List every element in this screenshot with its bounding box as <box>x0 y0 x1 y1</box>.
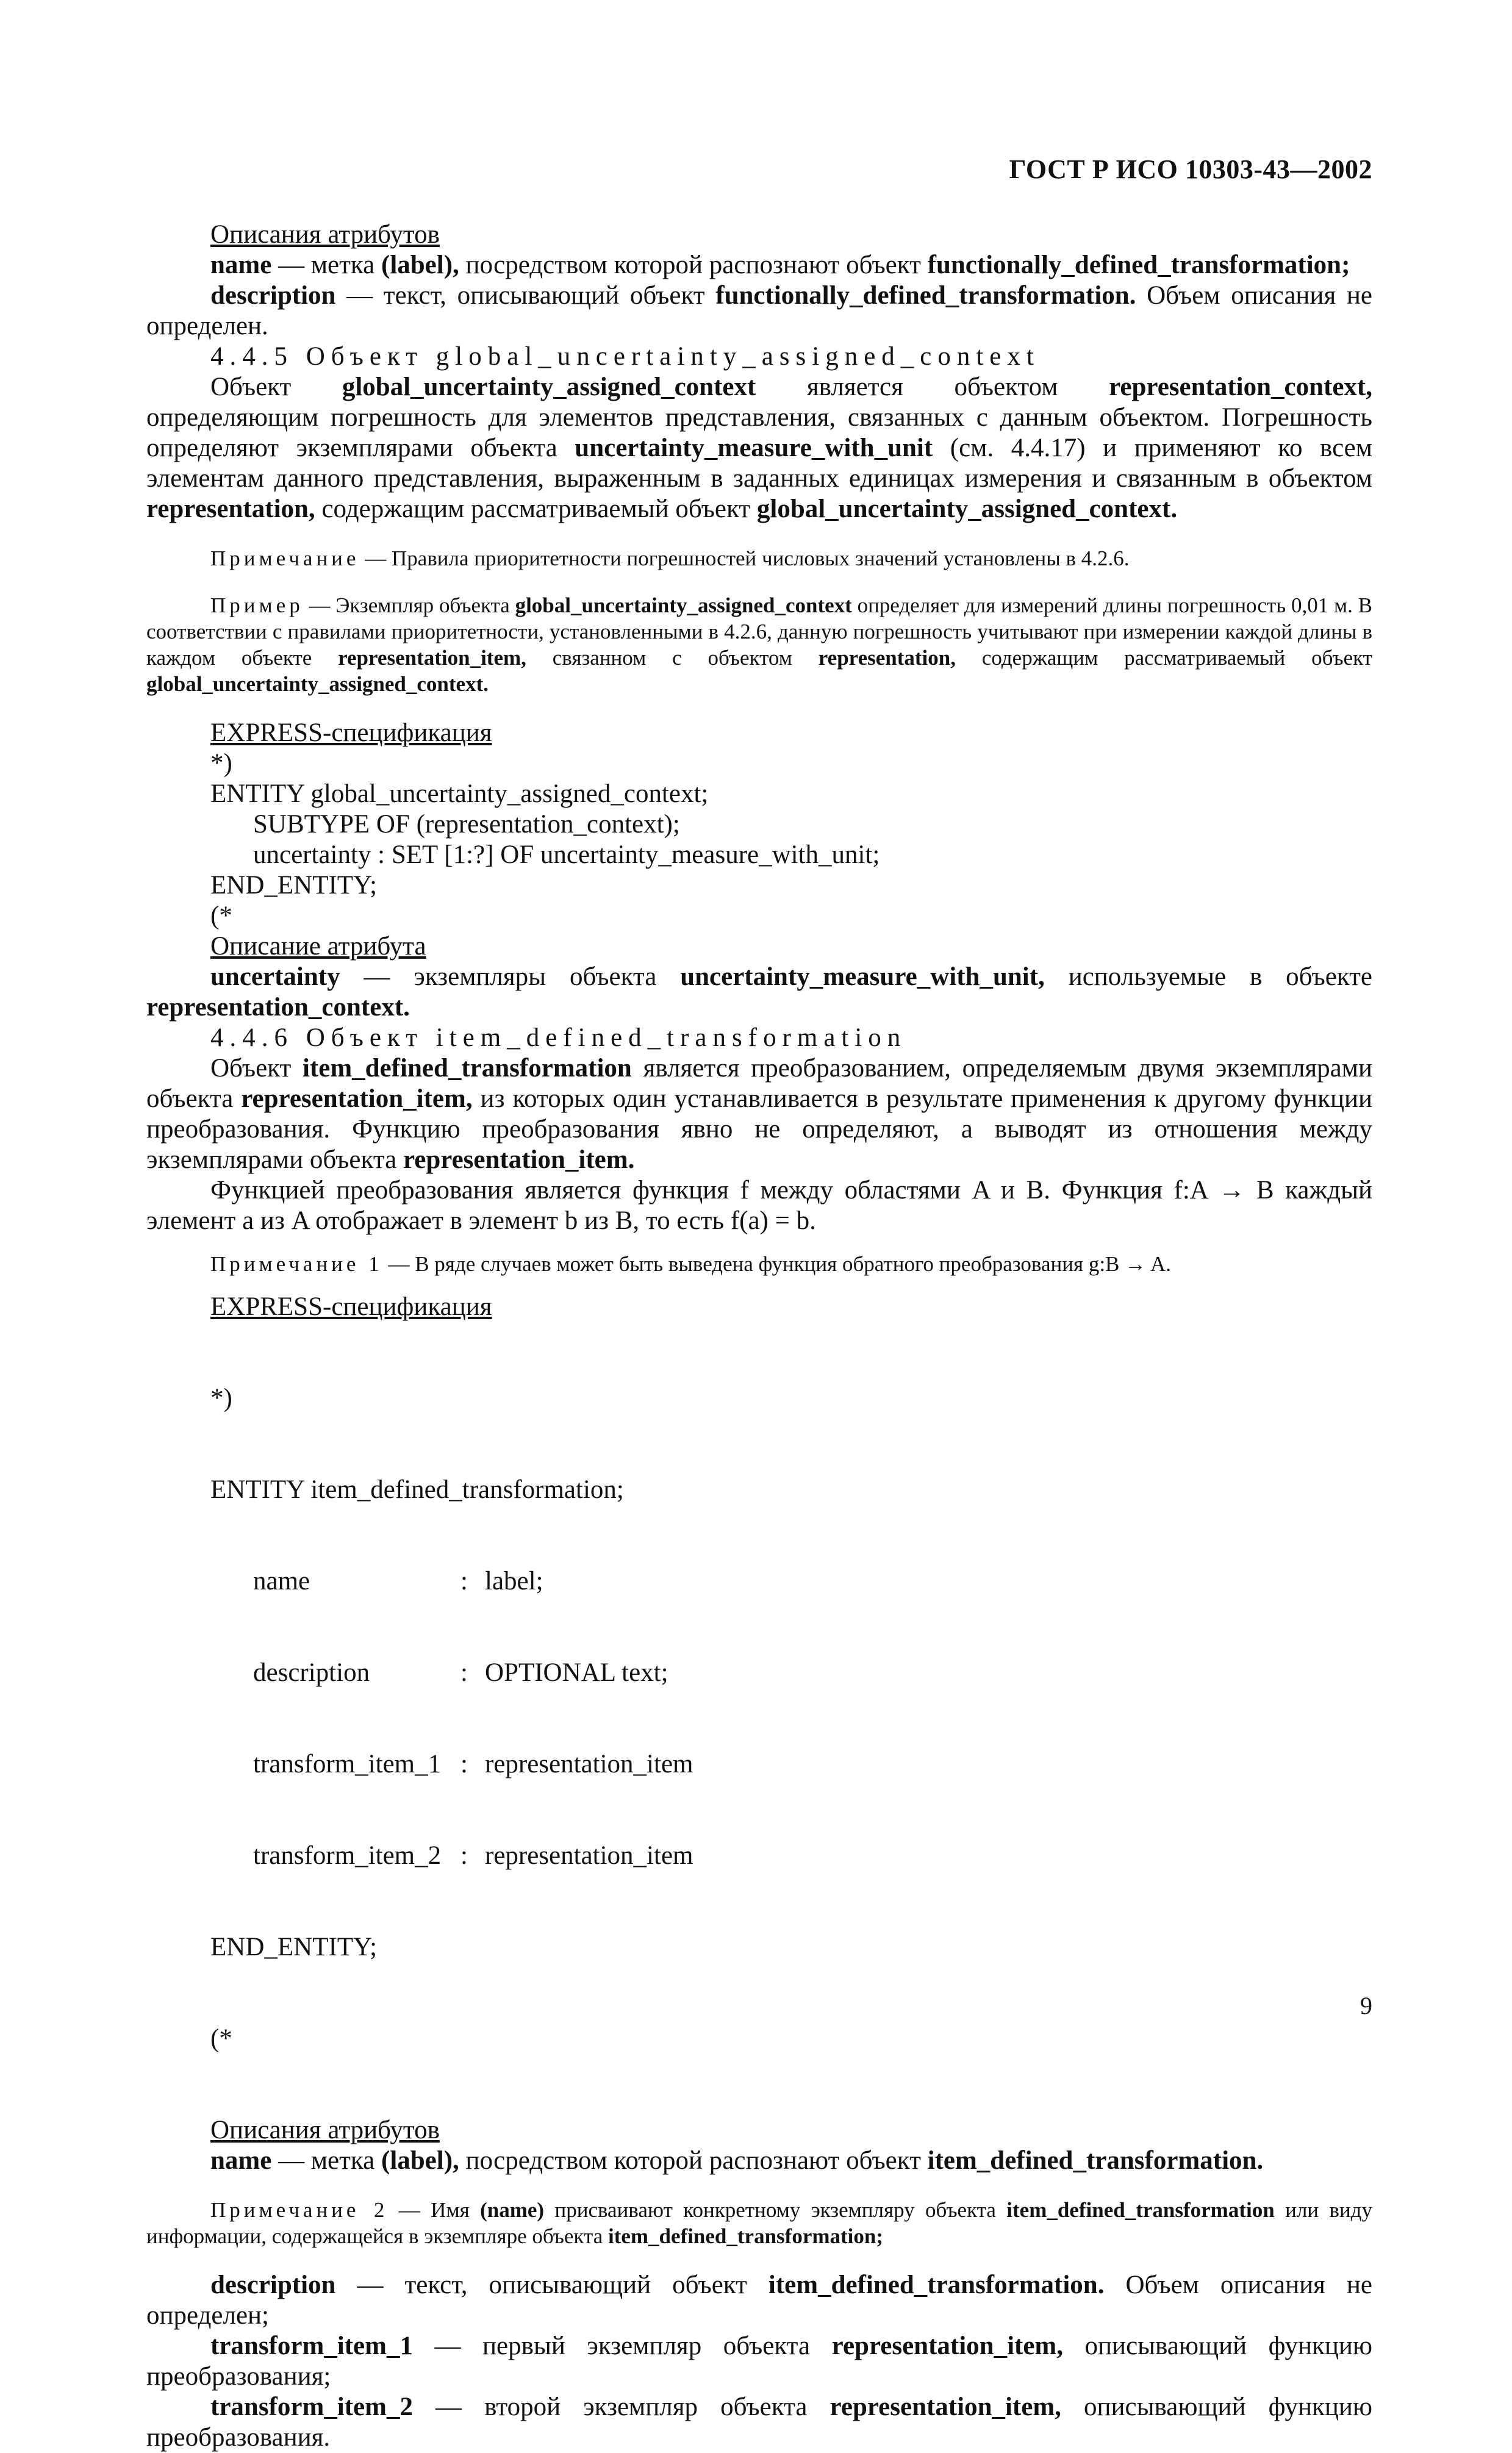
example-note: Пример — Экземпляр объекта global_uncertainty_assigned_context определяет для измерений длины погрешность 0,01 м. В соответствии с правилами приоритетности, установленными в 4.2.6, данную погрешность учитывают при измерении каждой длины в каждом объекте representation_item, связанном с объектом representation, содержащим рассматриваемый объект global_uncertainty_assigned_context. <box>146 593 1372 696</box>
note-1: Примечание — Правила приоритетности погрешностей числовых значений установлены в 4.2.6. <box>210 546 1130 570</box>
attr-description-paragraph-2: description — текст, описывающий объект item_defined_transformation. Объем описания не определен; <box>146 2271 1372 2330</box>
attributes-heading-2: Описания атрибутов <box>210 2116 440 2144</box>
section-446-title: 4.4.6 Объект item_defined_transformation <box>210 1023 907 1052</box>
document-header: ГОСТ Р ИСО 10303-43—2002 <box>1009 154 1372 184</box>
section-446-paragraph-2: Функцией преобразования является функция f между областями A и B. Функция f:A → B каждый элемент a из A отображает в элемент b из B, то есть f(a) = b. <box>146 1176 1372 1235</box>
attr-name-paragraph: name — метка (label), посредством которой распознают объект functionally_defined_transformation; <box>210 251 1350 279</box>
attr-transform-item-1-paragraph: transform_item_1 — первый экземпляр объекта representation_item, описывающий функцию преобразования; <box>146 2332 1373 2391</box>
section-445-paragraph: Объект global_uncertainty_assigned_context является объектом representation_context, определяющим погрешность для элементов представления, связанных с данным объектом. Погрешность определяют экземплярами объекта uncertainty_measure_with_unit (см. 4.4.17) и применяют ко всем элементам данного представления, выраженным в заданных единицах измерения и связанным в объектом representation, содержащим рассматриваемый объект global_uncertainty_assigned_context. <box>146 373 1372 523</box>
attr-description-paragraph: description — текст, описывающий объект functionally_defined_transformation. Объем описания не определен. <box>146 281 1372 340</box>
express-attr-row: description : OPTIONAL text; <box>253 1658 668 1687</box>
attributes-heading: Описания атрибутов <box>210 220 440 249</box>
attr-transform-item-2-paragraph: transform_item_2 — второй экземпляр объекта representation_item, описывающий функцию преобразования. <box>146 2393 1373 2452</box>
page-number: 9 <box>1360 1992 1372 2019</box>
page-content <box>146 140 1372 2453</box>
attr-uncertainty-paragraph: uncertainty — экземпляры объекта uncertainty_measure_with_unit, используемые в объекте representation_context. <box>146 962 1372 1022</box>
section-445-title: 4.4.5 Объект global_uncertainty_assigned_context <box>210 342 1040 371</box>
section-446-paragraph-1: Объект item_defined_transformation является преобразованием, определяемым двумя экземплярами объекта representation_item, из которых один устанавливается в результате применения к другому функции преобразования. Функцию преобразования явно не определяют, а выводят из отношения между экземплярами объекта representation_item. <box>146 1054 1372 1174</box>
express-attr-row: transform_item_1 : representation_item <box>253 1750 693 1778</box>
note-3: Примечание 2 — Имя (name) присваивают конкретному экземпляру объекта item_defined_transformation или виду информации, содержащейся в экземпляре объекта item_defined_transformation; <box>146 2198 1372 2248</box>
attr-name-paragraph-2: name — метка (label), посредством которой распознают объект item_defined_transformation. <box>210 2146 1264 2175</box>
express-code-2: *) ENTITY item_defined_transformation; name : label; description : OPTIONAL text; transform_item_1 : representation_item transform_item_2 : representation_item END_ENTITY; (* <box>210 1322 1372 2115</box>
express-heading-2: EXPRESS-спецификация <box>210 1292 492 1321</box>
express-attr-row: name : label; <box>253 1567 543 1595</box>
express-heading-1: EXPRESS-спецификация <box>210 718 492 747</box>
express-code-1: *) ENTITY global_uncertainty_assigned_context; SUBTYPE OF (representation_context); uncertainty : SET [1:?] OF uncertainty_measure_with_unit; END_ENTITY; (* <box>210 749 880 930</box>
attribute-heading: Описание атрибута <box>210 932 426 961</box>
note-2: Примечание 1 — В ряде случаев может быть выведена функция обратного преобразования g:B → A. <box>210 1252 1171 1276</box>
express-attr-row: transform_item_2 : representation_item <box>253 1841 693 1870</box>
